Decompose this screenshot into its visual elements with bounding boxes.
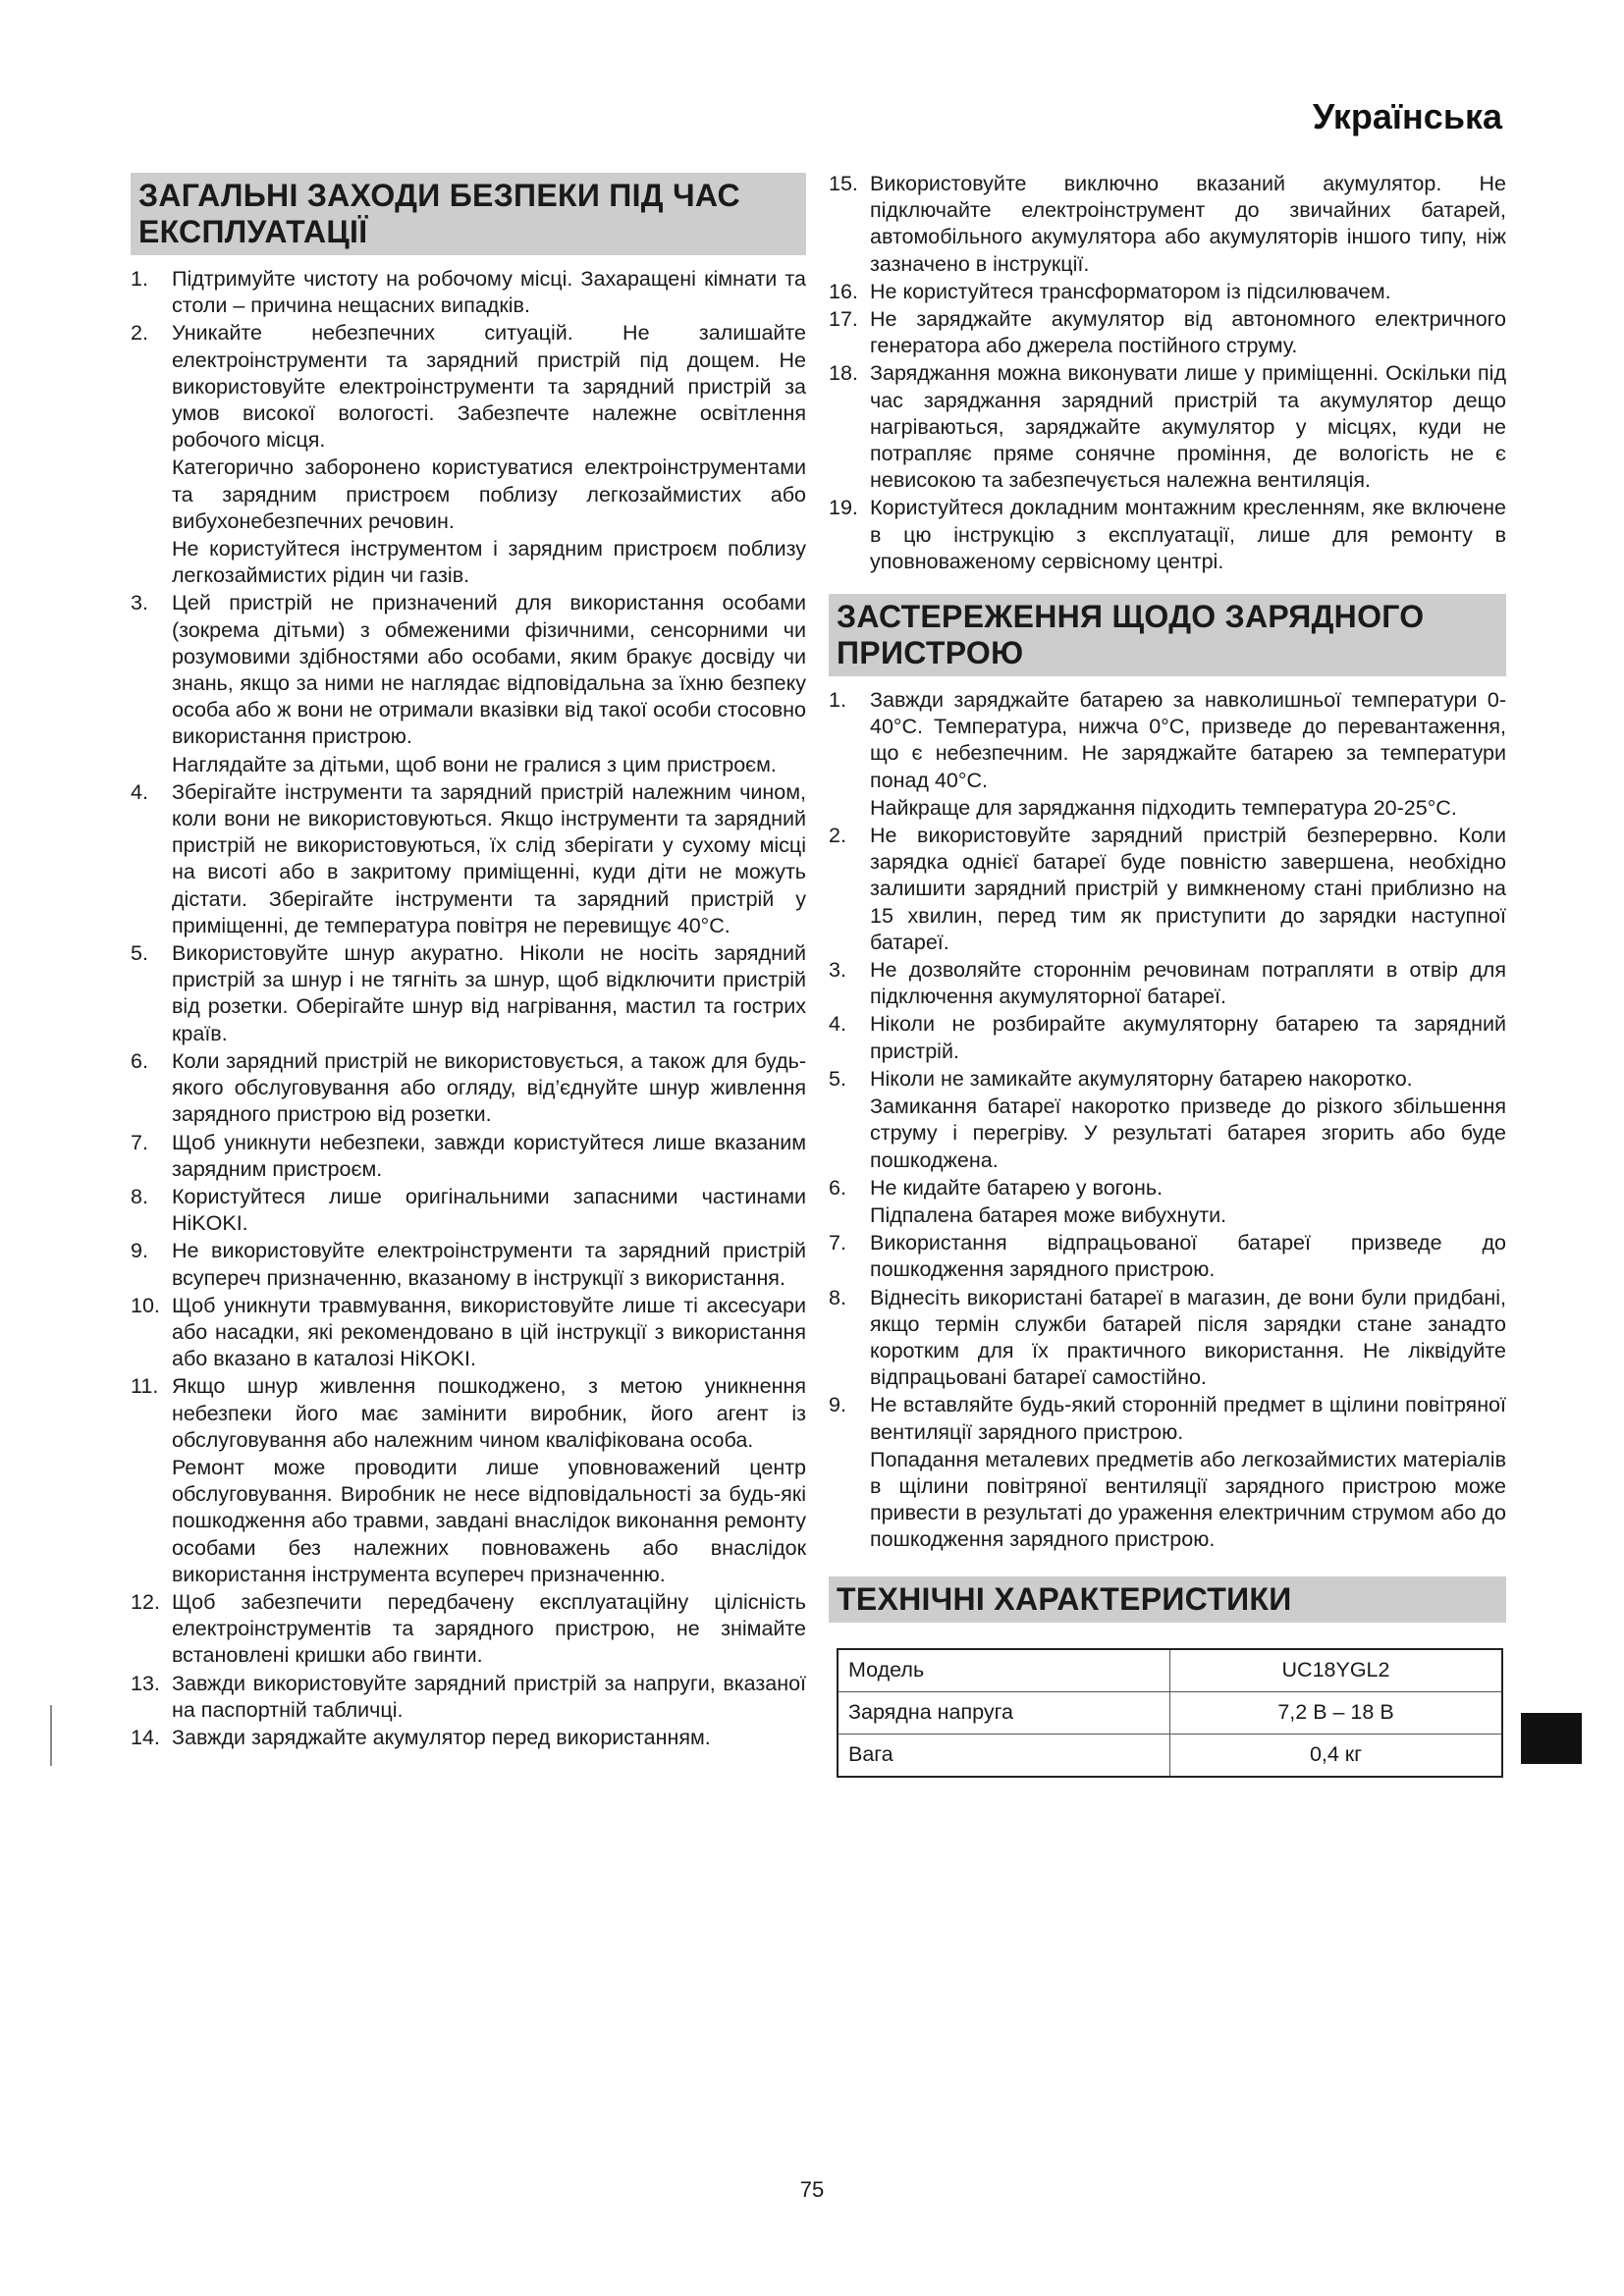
item-paragraph: Не кидайте батарею у вогонь. [870,1175,1164,1200]
item-paragraph: Не дозволяйте стороннім речовинам потрапляти в отвір для підключення акумуляторної батареї. [870,958,1506,1009]
item-paragraph: Ніколи не замикайте акумуляторну батарею накоротко. [870,1066,1413,1091]
item-body [870,1066,1506,1175]
item-paragraph: Користуйтеся лише оригінальними запасними частинами HiKOKI. [172,1184,806,1236]
item-number: 1. [829,688,846,713]
spec-value: 7,2 В – 18 В [1170,1691,1503,1734]
item-number: 16. [829,279,858,303]
item-paragraph: Наглядайте за дітьми, щоб вони не гралися з цим пристроєм. [172,752,777,776]
list-item [829,1175,1506,1230]
general-safety-list-continued [829,171,1506,576]
list-item [829,957,1506,1011]
item-body [172,1238,806,1292]
item-paragraph: Використовуйте виключно вказаний акумулятор. Не підключайте електроінструмент до звичайних батарей, автомобільного акумулятора або акумуляторів іншого типу, ніж зазначено в інструкції. [870,172,1506,276]
item-number: 17. [829,307,858,332]
list-item [131,1671,806,1725]
item-body [172,1725,806,1752]
item-paragraph: Попадання металевих предметів або легкозаймистих матеріалів в щілини повітряної вентиляції зарядного пристрою може привести в результаті до ураження електричним струмом або до пошкодження зарядного пристрою. [870,1447,1506,1552]
list-item [131,1725,806,1752]
item-body [870,1011,1506,1065]
item-body [172,1589,806,1671]
item-number: 5. [131,941,148,966]
spec-label: Модель [838,1649,1170,1692]
charger-warnings-heading: ЗАСТЕРЕЖЕННЯ ЩОДО ЗАРЯДНОГО ПРИСТРОЮ [829,594,1506,676]
item-paragraph: Якщо шнур живлення пошкоджено, з метою уникнення небезпеки його має замінити виробник, його агент із обслуговування або належним чином кваліфікована особа. [172,1374,806,1452]
item-number: 15. [829,172,858,195]
item-paragraph: Зберігайте інструменти та зарядний пристрій належним чином, коли вони не використовуються. Якщо інструменти та зарядний пристрій не використовуються, їх слід зберігати у сухому місці на висоті або в закритому приміщенні, куди діти не можуть дістати. Зберігайте інструменти та зарядний пристрій у приміщенні, де температура повітря не перевищує 40°C. [172,779,806,937]
item-number: 8. [131,1184,148,1208]
item-number: 19. [829,496,858,520]
list-item [829,360,1506,495]
item-paragraph: Замикання батареї накоротко призведе до різкого збільшення струму і перегріву. У результаті батарея згорить або буде пошкоджена. [870,1095,1506,1172]
item-body [172,266,806,320]
list-item [131,266,806,320]
margin-rule [50,1705,52,1766]
item-number: 6. [829,1175,846,1200]
item-paragraph: Цей пристрій не призначений для використання особами (зокрема дітьми) з обмеженими фізичними, сенсорними чи розумовими здібностями або особами, яким бракує досвіду чи знань, якщо за ними не наглядає відповідальна за їхню безпеку особа або ж вони не отримали вказівки від такої особи стосовно використання пристрою. [172,591,806,749]
item-paragraph: Завжди використовуйте зарядний пристрій за напруги, вказаної на паспортній табличці. [172,1671,806,1722]
language-label: Українська [1312,96,1502,136]
spec-row-weight [838,1734,1502,1777]
general-safety-heading: ЗАГАЛЬНІ ЗАХОДИ БЕЗПЕКИ ПІД ЧАС ЕКСПЛУАТАЦІЇ [131,173,806,255]
item-paragraph: Підпалена батарея може вибухнути. [870,1202,1227,1227]
item-number: 5. [829,1066,846,1091]
item-body [172,1373,806,1589]
item-body [172,1293,806,1374]
list-item [131,779,806,940]
item-paragraph: Віднесіть використані батареї в магазин, де вони були придбані, якщо термін служби батарей після зарядки стане занадто коротким для їх практичного використання. Не ліквідуйте відпрацьовані батареї самостійно. [870,1285,1506,1390]
item-body [172,1048,806,1130]
item-body [870,279,1506,306]
item-number: 10. [131,1293,160,1317]
item-body [172,779,806,940]
general-safety-list [131,266,806,1752]
item-body [870,957,1506,1011]
item-body [870,171,1506,279]
item-paragraph: Щоб забезпечити передбачену експлуатаційну цілісність електроінструментів та зарядного пристрою, не знімайте встановлені кришки або гвинти. [172,1589,806,1668]
list-item [829,171,1506,279]
item-number: 1. [131,267,148,291]
item-body [870,1285,1506,1393]
item-number: 13. [131,1671,160,1695]
item-paragraph: Ремонт може проводити лише уповноважений центр обслуговування. Виробник не несе відповідальності за будь-які пошкодження або травми, завдані внаслідок виконання ремонту особами без належних повноважень або внаслідок використання інструмента всупереч призначенню. [172,1455,806,1586]
specifications-table [837,1648,1503,1778]
item-body [172,1671,806,1725]
item-paragraph: Не користуйтеся інструментом і зарядним пристроєм поблизу легкозаймистих рідин чи газів. [172,537,806,588]
item-number: 4. [829,1012,846,1037]
list-item [131,1589,806,1671]
item-paragraph: Завжди заряджайте акумулятор перед використанням. [172,1725,711,1749]
item-body [870,306,1506,360]
spec-value: 0,4 кг [1170,1734,1503,1777]
spec-value: UC18YGL2 [1170,1649,1503,1692]
item-number: 7. [131,1130,148,1154]
item-paragraph: Підтримуйте чистоту на робочому місці. Захаращені кімнати та столи – причина нещасних випадків. [172,267,806,318]
item-body [172,590,806,778]
list-item [829,495,1506,576]
item-body [870,360,1506,495]
list-item [829,1230,1506,1284]
item-paragraph: Найкраще для заряджання підходить температура 20-25°C. [870,795,1457,820]
list-item [829,279,1506,306]
item-paragraph: Заряджання можна виконувати лише у приміщенні. Оскільки під час заряджання зарядний пристрій та акумулятор дещо нагріваються, заряджайте акумулятор у місцях, куди не потрапляє пряме сонячне проміння, де вологість не є невисокою та забезпечується належна вентиляція. [870,361,1506,493]
item-paragraph: Коли зарядний пристрій не використовується, а також для будь-якого обслуговування або огляду, від’єднуйте шнур живлення зарядного пристрою від розетки. [172,1048,806,1127]
item-body [172,940,806,1048]
list-item [131,1130,806,1184]
item-paragraph: Не використовуйте зарядний пристрій безперервно. Коли зарядка однієї батареї буде повністю завершена, необхідно залишити зарядний пристрій у вимкненому стані приблизно на 15 хвилин, перед тим як приступити до зарядки наступної батареї. [870,824,1506,954]
item-number: 2. [131,321,148,346]
item-number: 14. [131,1725,160,1749]
item-paragraph: Уникайте небезпечних ситуацій. Не залишайте електроінструменти та зарядний пристрій під дощем. Не використовуйте електроінструменти та зарядний пристрій за умов високої вологості. Забезпечте належне освітлення робочого місця. [172,321,806,453]
list-item [829,687,1506,823]
spec-label: Вага [838,1734,1170,1777]
item-paragraph: Категорично заборонено користуватися електроінструментами та зарядним пристроєм поблизу легкозаймистих або вибухонебезпечних речовин. [172,455,806,533]
item-number: 9. [131,1239,148,1263]
page-tab-marker [1521,1713,1582,1764]
list-item [131,1048,806,1130]
item-body [870,1230,1506,1284]
list-item [131,1184,806,1238]
item-body [870,1175,1506,1230]
item-body [172,1184,806,1238]
item-number: 11. [131,1374,159,1399]
item-paragraph: Щоб уникнути травмування, використовуйте лише ті аксесуари або насадки, які рекомендовано в цій інструкції з використання або вказано в каталозі HiKOKI. [172,1293,806,1371]
item-number: 3. [131,591,148,615]
item-number: 3. [829,958,846,983]
item-paragraph: Не заряджайте акумулятор від автономного електричного генератора або джерела постійного струму. [870,307,1506,358]
item-number: 12. [131,1589,160,1614]
list-item [131,320,806,590]
item-paragraph: Користуйтеся докладним монтажним кресленням, яке включене в цю інструкцію з експлуатації, лише для ремонту в уповноваженому сервісному центрі. [870,496,1506,573]
list-item [131,1373,806,1589]
item-paragraph: Не вставляйте будь-який сторонній предмет в щілини повітряної вентиляції зарядного пристрою. [870,1393,1506,1444]
list-item [829,1011,1506,1065]
specifications-heading: ТЕХНІЧНІ ХАРАКТЕРИСТИКИ [829,1576,1506,1623]
item-paragraph: Не використовуйте електроінструменти та зарядний пристрій всупереч призначенню, вказаному в інструкції з використання. [172,1239,806,1290]
item-body [172,320,806,590]
item-number: 9. [829,1393,846,1417]
list-item [829,1392,1506,1554]
list-item [829,823,1506,957]
item-body [870,1392,1506,1554]
item-paragraph: Ніколи не розбирайте акумуляторну батарею та зарядний пристрій. [870,1012,1506,1063]
item-number: 7. [829,1231,846,1255]
list-item [131,590,806,778]
item-paragraph: Використовуйте шнур акуратно. Ніколи не носіть зарядний пристрій за шнур і не тягніть за шнур, щоб відключити пристрій від розетки. Оберігайте шнур від нагрівання, мастил та гострих країв. [172,941,806,1045]
item-number: 6. [131,1048,148,1073]
item-paragraph: Щоб уникнути небезпеки, завжди користуйтеся лише вказаним зарядним пристроєм. [172,1130,806,1181]
list-item [829,1066,1506,1175]
item-body [870,823,1506,957]
item-number: 2. [829,824,846,848]
list-item [131,940,806,1048]
page-number: 75 [799,2177,825,2202]
item-body [870,495,1506,576]
item-paragraph: Завжди заряджайте батарею за навколишньої температури 0-40°C. Температура, нижча 0°C, призведе до перевантаження, що є небезпечним. Не заряджайте батарею за температури понад 40°C. [870,688,1506,792]
item-body [870,687,1506,823]
item-paragraph: Не користуйтеся трансформатором із підсилювачем. [870,279,1391,303]
list-item [131,1293,806,1374]
right-column [829,171,1506,1778]
item-body [172,1130,806,1184]
left-column [131,173,806,1752]
spec-label: Зарядна напруга [838,1691,1170,1734]
list-item [131,1238,806,1292]
spec-row-model [838,1649,1502,1692]
charger-warnings-list [829,687,1506,1555]
item-number: 4. [131,779,148,804]
item-number: 8. [829,1285,846,1309]
list-item [829,1285,1506,1393]
list-item [829,306,1506,360]
item-number: 18. [829,361,858,386]
spec-row-voltage [838,1691,1502,1734]
item-paragraph: Використання відпрацьованої батареї призведе до пошкодження зарядного пристрою. [870,1231,1506,1282]
